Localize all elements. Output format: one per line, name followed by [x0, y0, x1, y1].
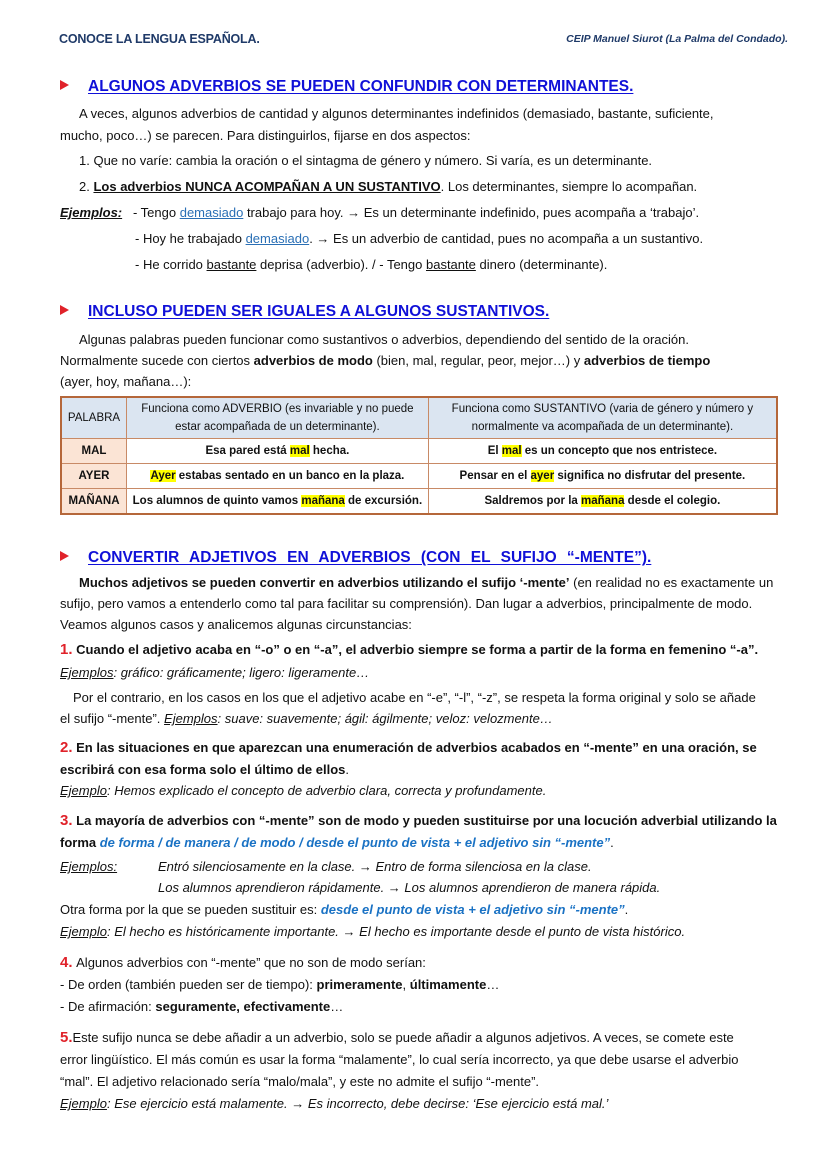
paragraph-line: mucho, poco…) se parecen. Para distinguirlos, fijarse en dos aspectos: [60, 128, 471, 143]
rule-text: Este sufijo nunca se debe añadir a un adverbio, solo se puede añadir a algunos adjetivos. A veces, se comete este [72, 1030, 734, 1045]
cell-adverb-example [127, 439, 429, 464]
highlighted-word: mañana [581, 495, 625, 507]
cell-word: MAÑANA [61, 489, 127, 515]
cell-text: significa no disfrutar del presente. [554, 470, 746, 482]
table-row [61, 464, 777, 489]
bold-term: seguramente, efectivamente [155, 999, 331, 1014]
text: (bien, mal, regular, peor, mejor…) y [372, 353, 584, 368]
example-text: deprisa (adverbio). / - Tengo [256, 257, 426, 272]
example-label: Ejemplo [60, 924, 107, 939]
examples-label: Ejemplos: [60, 205, 123, 220]
cell-adverb-example [127, 489, 429, 515]
text: , [402, 977, 410, 992]
rule-emphasis: Los adverbios NUNCA ACOMPAÑAN A UN SUSTANTIVO [93, 179, 441, 194]
list-line [60, 998, 343, 1016]
paragraph-line [60, 352, 710, 370]
header-school: CEIP Manuel Siurot (La Palma del Condado). [566, 33, 788, 45]
table-header-row [61, 397, 777, 439]
rule-example [60, 923, 685, 941]
example-text: : suave: suavemente; ágil: ágilmente; veloz: velozmente… [217, 711, 553, 726]
cell-text: El [487, 445, 502, 457]
rule-text: Cuando el adjetivo acaba en “-o” o en “-a”, el adverbio siempre se forma a partir de la forma en femenino “-a”. [76, 642, 759, 657]
cell-text: es un concepto que nos entristece. [521, 445, 718, 457]
locution-formula: de forma / de manera / de modo / desde el punto de vista + el adjetivo sin “-mente” [99, 835, 611, 850]
text: . [345, 762, 349, 777]
cell-adverb-example [127, 464, 429, 489]
cell-noun-example [428, 464, 777, 489]
example-text: - Tengo [132, 205, 180, 220]
list-text: . Los determinantes, siempre lo acompañan. [440, 179, 698, 194]
rule-text: forma [60, 835, 100, 850]
rule-text-line [60, 761, 349, 779]
example-text: . → Es un adverbio de cantidad, pues no acompaña a un sustantivo. [309, 231, 704, 246]
paragraph-line: “mal”. El adjetivo relacionado sería “malo/mala”, y este no admite el sufijo “-mente”. [60, 1074, 540, 1089]
text: . [610, 835, 614, 850]
paragraph-line: sufijo, pero vamos a entenderlo como tal para facilitar su comprensión). Dan lugar a adverbios, principalmente de modo. [60, 596, 753, 611]
rule-number: 5. [60, 1029, 73, 1046]
bold-term: primeramente [316, 977, 403, 992]
section-heading-2 [60, 303, 549, 321]
text: - De orden (también pueden ser de tiempo): [60, 977, 317, 992]
text: (en realidad no es exactamente un [569, 575, 774, 590]
section-heading-3 [60, 549, 651, 567]
rule-item-3 [60, 812, 777, 830]
example-text: trabajo para hoy. → Es un determinante indefinido, pues acompaña a ‘trabajo’. [243, 205, 700, 220]
bold-intro: Muchos adjetivos se pueden convertir en adverbios utilizando el sufijo ‘-mente’ [79, 575, 570, 590]
bold-term: adverbios de tiempo [583, 353, 711, 368]
cell-text: de excursión. [344, 495, 423, 507]
example-text: : Hemos explicado el concepto de adverbio clara, correcta y profundamente. [106, 783, 547, 798]
section-heading-text: ALGUNOS ADVERBIOS SE PUEDEN CONFUNDIR CON DETERMINANTES. [88, 78, 634, 95]
bold-term: adverbios de modo [253, 353, 373, 368]
cell-noun-example [428, 489, 777, 515]
rule-text-line [60, 834, 614, 852]
example-text: : El hecho es históricamente importante. → El hecho es importante desde el punto de vista histórico. [106, 924, 686, 939]
list-number: 2. [79, 179, 94, 194]
section-heading-text: CONVERTIR ADJETIVOS EN ADVERBIOS (CON EL SUFIJO “-MENTE”). [88, 549, 652, 566]
cell-text: hecha. [309, 445, 350, 457]
text: Normalmente sucede con ciertos [60, 353, 254, 368]
cell-text: Los alumnos de quinto vamos [132, 495, 302, 507]
cell-word: MAL [61, 439, 127, 464]
rule-item-4 [60, 954, 426, 972]
cell-word: AYER [61, 464, 127, 489]
paragraph-line [60, 710, 553, 728]
cell-text: estabas sentado en un banco en la plaza. [175, 470, 405, 482]
section-heading-text: INCLUSO PUEDEN SER IGUALES A ALGUNOS SUSTANTIVOS. [88, 303, 550, 320]
paragraph-line: Algunas palabras pueden funcionar como sustantivos o adverbios, dependiendo del sentido de la oración. [79, 332, 689, 347]
cell-text: Esa pared está [205, 445, 290, 457]
example-label: Ejemplo [60, 1096, 107, 1111]
rule-text: En las situaciones en que aparezcan una enumeración de adverbios acabados en “-mente” en una oración, se [76, 740, 757, 755]
rule-text: Algunos adverbios con “-mente” que no son de modo serían: [76, 955, 426, 970]
text: el sufijo “-mente”. [60, 711, 165, 726]
locution-formula: desde el punto de vista + el adjetivo sin “-mente” [320, 902, 625, 917]
example-text: : gráfico: gráficamente; ligero: ligeramente… [113, 665, 370, 680]
cell-text: desde el colegio. [624, 495, 721, 507]
example-line: Entró silenciosamente en la clase. → Entro de forma silenciosa en la clase. [158, 859, 592, 874]
example-text: - He corrido [135, 257, 207, 272]
column-header-adverb: Funciona como ADVERBIO (es invariable y no puede estar acompañada de un determinante). [127, 397, 429, 439]
example-line-1 [60, 204, 699, 222]
example-line-2 [135, 230, 703, 248]
rule-number: 1. [60, 641, 73, 658]
examples-label: Ejemplos: [60, 859, 118, 874]
list-line [60, 976, 499, 994]
list-item-1: 1. Que no varíe: cambia la oración o el sintagma de género y número. Si varía, es un determinante. [79, 153, 653, 168]
paragraph-line: error lingüístico. El más común es usar la forma “malamente”, lo cual sería incorrecto, ya que debe usarse el adverbio [60, 1052, 739, 1067]
rule-number: 4. [60, 954, 73, 971]
example-label: Ejemplo [60, 783, 107, 798]
rule-example [60, 664, 369, 682]
table-row [61, 489, 777, 515]
cell-noun-example [428, 439, 777, 464]
bold-term: últimamente [409, 977, 487, 992]
list-item-2 [79, 178, 697, 196]
rule-text: La mayoría de adverbios con “-mente” son de modo y pueden sustituirse por una locución adverbial utilizando la [76, 813, 777, 828]
column-header-noun: Funciona como SUSTANTIVO (varia de género y número y normalmente va acompañada de un determinante). [428, 397, 777, 439]
text: - De afirmación: [60, 999, 156, 1014]
example-link-demasiado[interactable]: demasiado [245, 231, 310, 246]
column-header-word: PALABRA [61, 397, 127, 439]
example-line-3 [135, 256, 607, 274]
underlined-word: bastante [206, 257, 257, 272]
arrow-bullet-icon [60, 551, 69, 561]
arrow-bullet-icon [60, 305, 69, 315]
rule-number: 3. [60, 812, 73, 829]
paragraph-line [79, 574, 773, 592]
section-heading-1 [60, 78, 633, 96]
text: . [624, 902, 629, 917]
header-title: CONOCE LA LENGUA ESPAÑOLA. [59, 32, 260, 46]
rule-number: 2. [60, 739, 73, 756]
example-label: Ejemplos [164, 711, 218, 726]
paragraph-line: Por el contrario, en los casos en los que el adjetivo acabe en “-e”, “-l”, “-z”, se respeta la forma original y solo se añade [73, 690, 756, 705]
highlighted-word: mal [289, 445, 310, 457]
text: … [330, 999, 344, 1014]
underlined-word: bastante [425, 257, 476, 272]
text: … [486, 977, 500, 992]
rule-text: escribirá con esa forma solo el último de ellos [60, 762, 346, 777]
paragraph-line: A veces, algunos adverbios de cantidad y algunos determinantes indefinidos (demasiado, bastante, suficiente, [79, 106, 714, 121]
highlighted-word: ayer [530, 470, 555, 482]
adverb-noun-table [60, 396, 778, 515]
example-link-demasiado[interactable]: demasiado [179, 205, 244, 220]
arrow-bullet-icon [60, 80, 69, 90]
example-label: Ejemplos [60, 665, 114, 680]
example-text: - Hoy he trabajado [135, 231, 246, 246]
example-text: dinero (determinante). [475, 257, 608, 272]
table-row [61, 439, 777, 464]
rule-item-2 [60, 739, 757, 757]
paragraph-line [60, 901, 628, 919]
cell-text: Pensar en el [459, 470, 531, 482]
example-line: Los alumnos aprendieron rápidamente. → Los alumnos aprendieron de manera rápida. [158, 880, 661, 895]
rule-item-1 [60, 641, 758, 659]
example-text: : Ese ejercicio está malamente. → Es incorrecto, debe decirse: ‘Ese ejercicio está mal.’ [106, 1096, 609, 1111]
highlighted-word: mañana [301, 495, 345, 507]
text: Otra forma por la que se pueden sustituir es: [60, 902, 321, 917]
highlighted-word: mal [501, 445, 522, 457]
rule-example [60, 1095, 608, 1113]
paragraph-line: (ayer, hoy, mañana…): [60, 374, 192, 389]
paragraph-line: Veamos algunos casos y analicemos algunas circunstancias: [60, 617, 412, 632]
rule-example [60, 782, 546, 800]
highlighted-word: Ayer [150, 470, 176, 482]
rule-item-5 [60, 1029, 734, 1047]
cell-text: Saldremos por la [484, 495, 581, 507]
